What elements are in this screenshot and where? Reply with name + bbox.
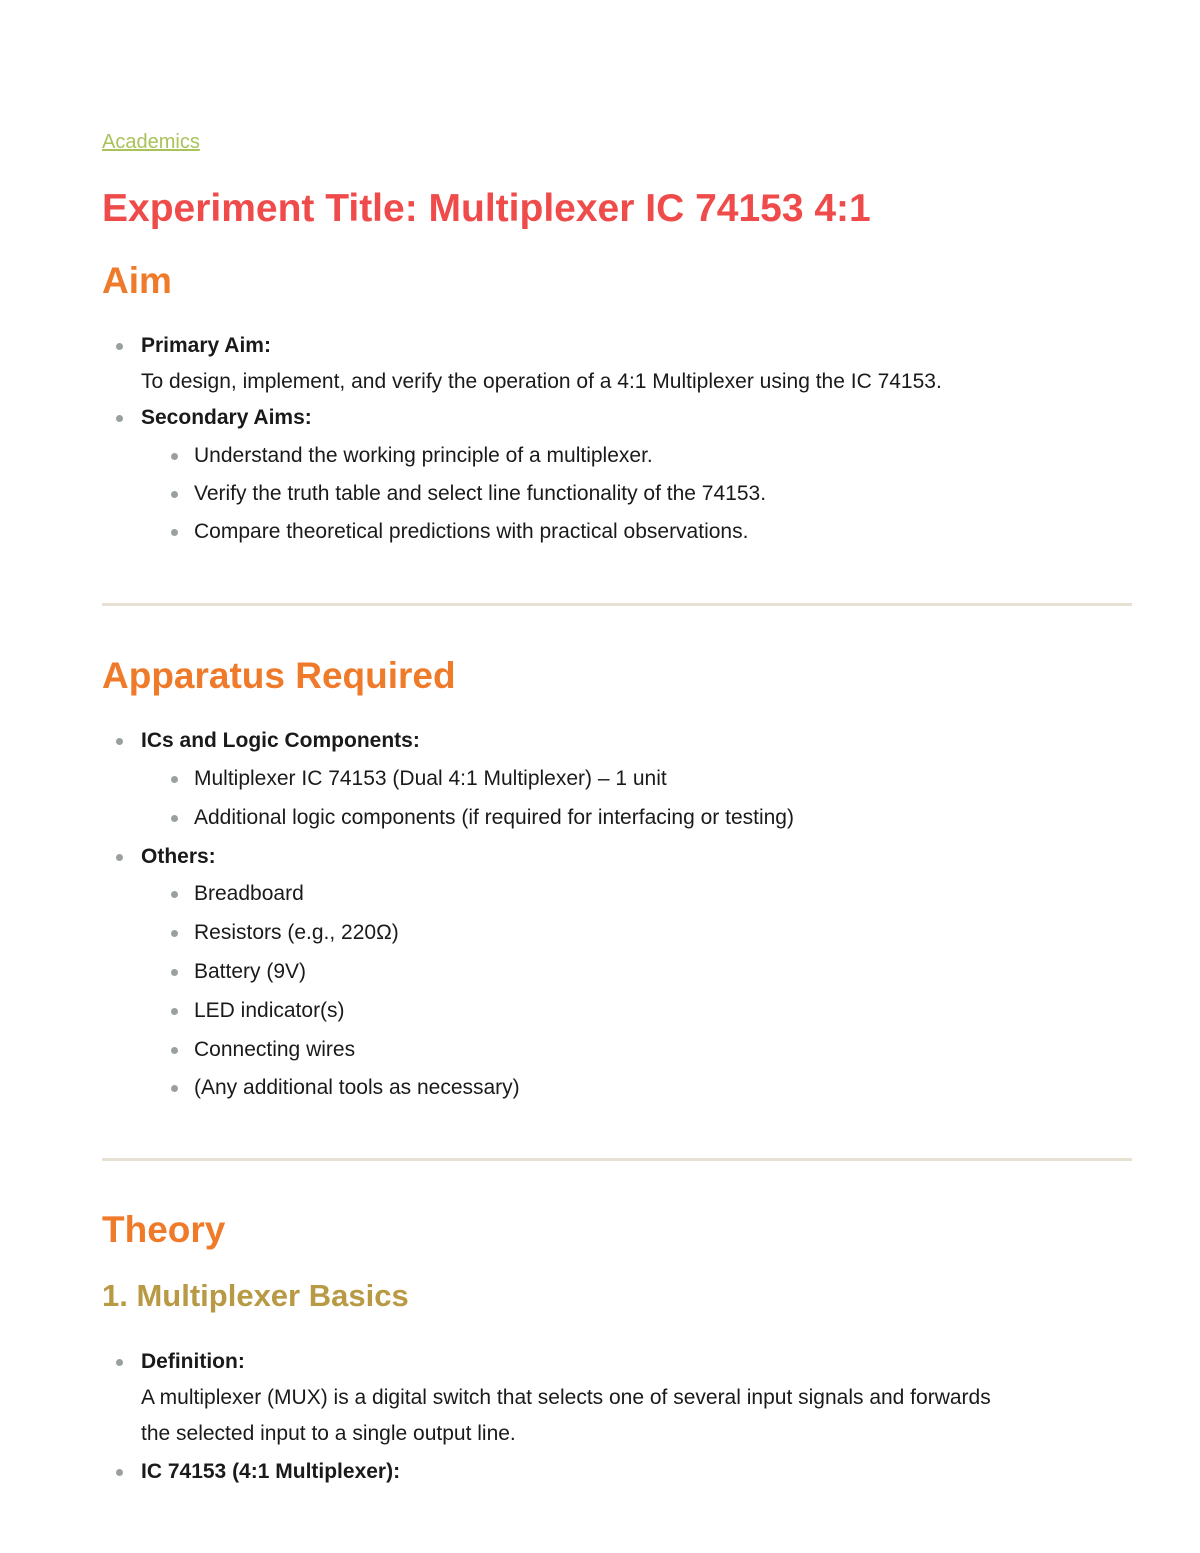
bullet-icon [116, 738, 123, 745]
secondary-aim-text: Verify the truth table and select line functionality of the 74153. [194, 482, 767, 505]
bullet-icon [116, 1359, 123, 1366]
page-title: Experiment Title: Multiplexer IC 74153 4:1 [102, 187, 871, 230]
list-item [102, 328, 1132, 400]
others-item-text: LED indicator(s) [194, 999, 345, 1022]
aim-list [102, 328, 1132, 550]
bullet-icon [171, 491, 178, 498]
theory-heading: Theory [102, 1209, 226, 1250]
bullet-icon [116, 343, 123, 350]
list-item [102, 800, 1132, 836]
apparatus-list [102, 723, 1132, 1106]
list-item [102, 1344, 1132, 1452]
bullet-icon [171, 1085, 178, 1092]
list-item [102, 839, 1132, 875]
secondary-aim-text: Compare theoretical predictions with practical observations. [194, 520, 749, 543]
bullet-icon [171, 1008, 178, 1015]
list-item [102, 954, 1132, 990]
definition-label: Definition: [141, 1350, 245, 1373]
apparatus-heading: Apparatus Required [102, 655, 456, 696]
list-item [102, 514, 1132, 550]
theory-list [102, 1344, 1132, 1490]
bullet-icon [171, 529, 178, 536]
section-divider [102, 1158, 1132, 1161]
list-item [102, 876, 1132, 912]
multiplexer-basics-heading: 1. Multiplexer Basics [102, 1278, 409, 1313]
others-item-text: Breadboard [194, 882, 304, 905]
definition-text: A multiplexer (MUX) is a digital switch that selects one of several input signals and forwards [141, 1386, 991, 1409]
others-item-text: Resistors (e.g., 220Ω) [194, 921, 399, 944]
ics-label: ICs and Logic Components: [141, 729, 420, 752]
bullet-icon [171, 969, 178, 976]
others-item-text: (Any additional tools as necessary) [194, 1076, 520, 1099]
bullet-icon [171, 453, 178, 460]
list-item [102, 761, 1132, 797]
breadcrumb-link[interactable]: Academics [102, 131, 200, 153]
section-divider [102, 603, 1132, 606]
list-item [102, 915, 1132, 951]
list-item [102, 400, 1132, 436]
others-item-text: Connecting wires [194, 1038, 356, 1061]
primary-aim-label: Primary Aim: [141, 334, 271, 357]
list-item [102, 1454, 1132, 1490]
ics-item-text: Additional logic components (if required for interfacing or testing) [194, 806, 794, 829]
bullet-icon [116, 415, 123, 422]
list-item [102, 993, 1132, 1029]
definition-text: the selected input to a single output line. [141, 1422, 516, 1445]
bullet-icon [116, 854, 123, 861]
bullet-icon [171, 815, 178, 822]
bullet-icon [171, 1047, 178, 1054]
primary-aim-text: To design, implement, and verify the operation of a 4:1 Multiplexer using the IC 74153. [141, 370, 942, 393]
secondary-aim-text: Understand the working principle of a multiplexer. [194, 444, 653, 467]
list-item [102, 723, 1132, 759]
list-item [102, 476, 1132, 512]
others-label: Others: [141, 845, 216, 868]
list-item [102, 1032, 1132, 1068]
secondary-aims-label: Secondary Aims: [141, 406, 312, 429]
ics-item-text: Multiplexer IC 74153 (Dual 4:1 Multiplexer) – 1 unit [194, 767, 667, 790]
aim-heading: Aim [102, 260, 172, 301]
bullet-icon [171, 891, 178, 898]
ic-74153-label: IC 74153 (4:1 Multiplexer): [141, 1460, 401, 1483]
list-item [102, 1070, 1132, 1106]
list-item [102, 438, 1132, 474]
bullet-icon [171, 776, 178, 783]
others-item-text: Battery (9V) [194, 960, 307, 983]
bullet-icon [116, 1469, 123, 1476]
bullet-icon [171, 930, 178, 937]
